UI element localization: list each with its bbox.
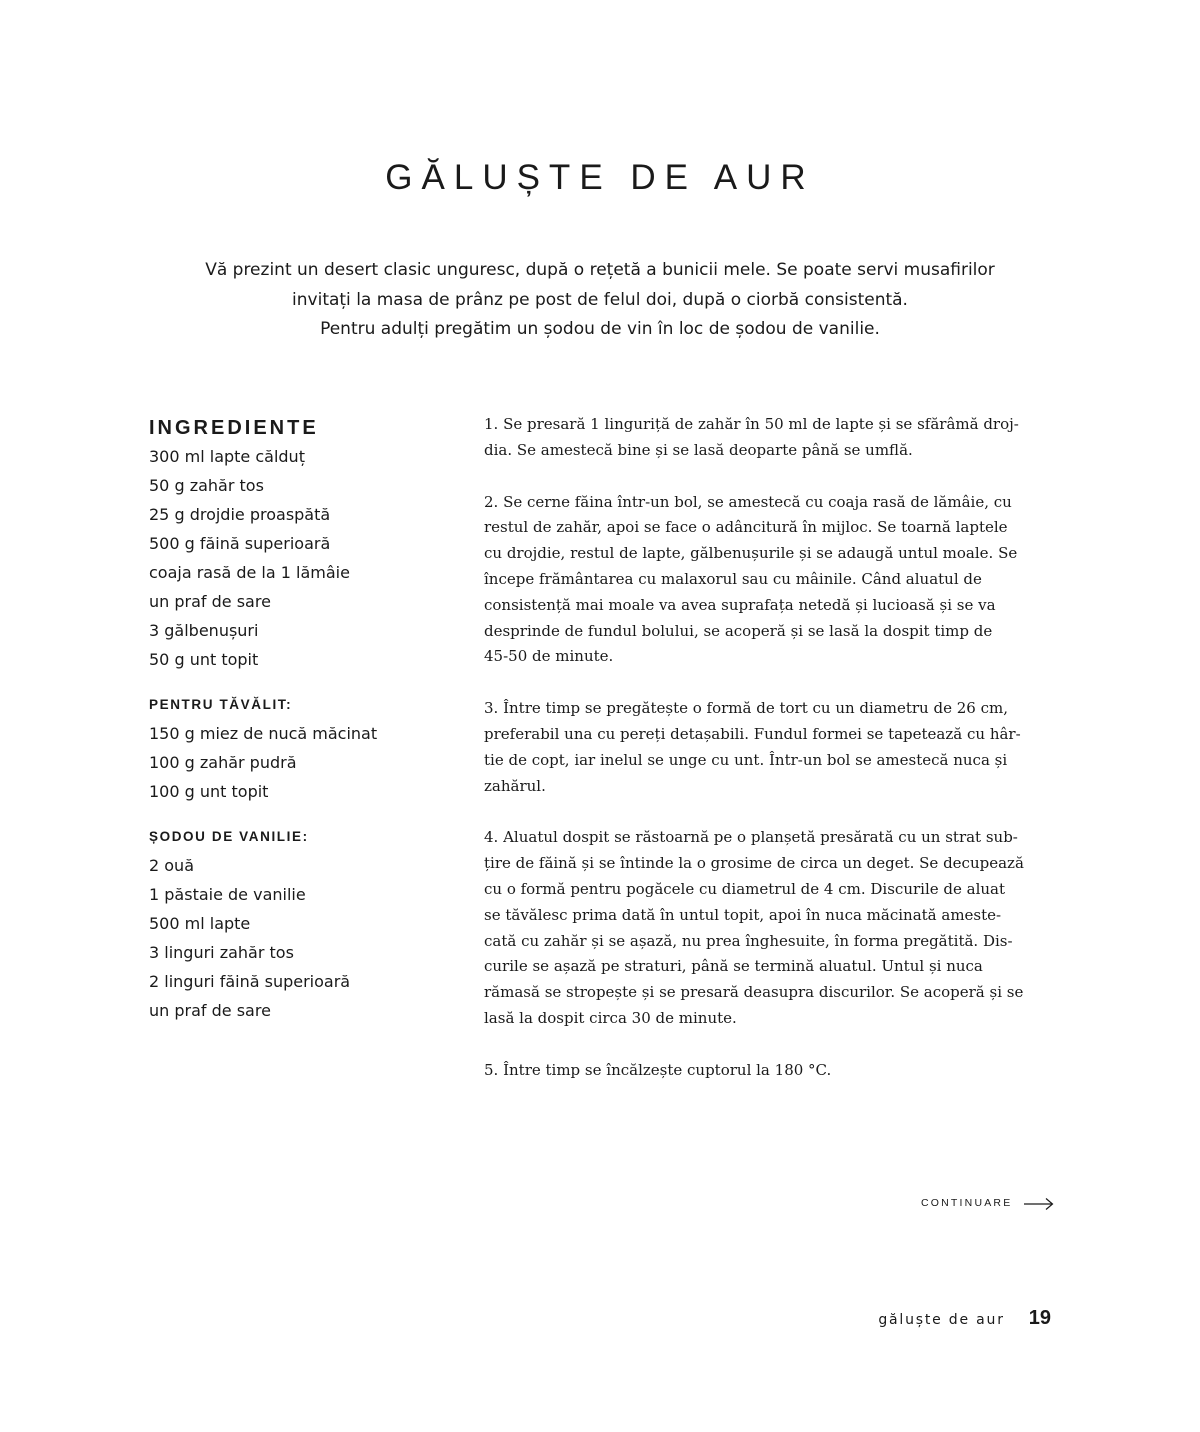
sauce-list (149, 851, 449, 1025)
step-line: curile se așază pe straturi, până se termină aluatul. Untul și nuca (484, 957, 983, 976)
step-line: 4. Aluatul dospit se răstoarnă pe o planșetă presărată cu un strat sub- (484, 828, 1018, 847)
ingredient-item: 50 g zahăr tos (149, 476, 264, 495)
ingredient-item: 1 păstaie de vanilie (149, 885, 306, 904)
step-line: 5. Între timp se încălzește cuptorul la 180 °C. (484, 1060, 832, 1079)
step-line: țire de făină și se întinde la o grosime de circa un deget. Se decupează (484, 854, 1024, 873)
step-line: se tăvălesc prima dată în untul topit, apoi în nuca măcinată ameste- (484, 905, 1002, 924)
step-line: dia. Se amestecă bine și se lasă deoparte până se umflă. (484, 440, 913, 459)
ingredient-item: un praf de sare (149, 1001, 271, 1020)
step-line: 2. Se cerne făina într-un bol, se amestecă cu coaja rasă de lămâie, cu (484, 492, 1012, 511)
page-number: 19 (1028, 1307, 1051, 1329)
ingredient-item: 2 ouă (149, 856, 194, 875)
ingredient-item: 500 ml lapte (149, 914, 251, 933)
ingredient-item: 50 g unt topit (149, 650, 259, 669)
step-line: restul de zahăr, apoi se face o adâncitură în mijloc. Se toarnă laptele (484, 518, 1008, 537)
step-line: desprinde de fundul bolului, se acoperă și se lasă la dospit timp de (484, 621, 993, 640)
coating-heading: PENTRU TĂVĂLIT: (149, 697, 293, 712)
intro-line: Pentru adulți pregătim un șodou de vin în loc de șodou de vanilie. (320, 319, 880, 339)
step-line: cată cu zahăr și se așază, nu prea înghesuite, în forma pregătită. Dis- (484, 931, 1013, 950)
ingredient-item: 150 g miez de nucă măcinat (149, 724, 378, 743)
step-2 (484, 490, 1050, 671)
ingredients-heading: INGREDIENTE (149, 417, 319, 439)
intro-paragraph (100, 256, 1100, 345)
arrow-right-icon (1024, 1196, 1054, 1210)
page-footer (878, 1307, 1051, 1330)
ingredients-list (149, 442, 449, 674)
coating-list (149, 719, 449, 806)
ingredient-item: 300 ml lapte călduț (149, 447, 305, 466)
preparation-steps (484, 412, 1050, 1110)
step-line: preferabil una cu pereți detașabili. Fundul formei se tapetează cu hâr- (484, 724, 1021, 743)
ingredient-item: 3 gălbenușuri (149, 621, 259, 640)
ingredient-item: 25 g drojdie proaspătă (149, 505, 331, 524)
step-line: zahărul. (484, 776, 546, 795)
step-3 (484, 696, 1050, 799)
ingredients-column (149, 414, 449, 1025)
continue-label: CONTINUARE (921, 1197, 1013, 1209)
running-title: găluște de aur (878, 1312, 1005, 1328)
step-line: începe frământarea cu malaxorul sau cu mâinile. Când aluatul de (484, 569, 982, 588)
ingredient-item: 100 g zahăr pudră (149, 753, 297, 772)
step-line: cu o formă pentru pogăcele cu diametrul de 4 cm. Discurile de aluat (484, 879, 1006, 898)
sauce-heading: ȘODOU DE VANILIE: (149, 829, 309, 844)
step-line: lasă la dospit circa 30 de minute. (484, 1008, 737, 1027)
step-line: 45-50 de minute. (484, 647, 614, 666)
step-line: tie de copt, iar inelul se unge cu unt. Într-un bol se amestecă nuca și (484, 750, 1008, 769)
intro-line: invitați la masa de prânz pe post de felul doi, după o ciorbă consistentă. (292, 289, 908, 310)
ingredient-item: 100 g unt topit (149, 782, 269, 801)
step-1 (484, 412, 1050, 464)
step-line: rămasă se stropește și se presară deasupra discurilor. Se acoperă și se (484, 983, 1024, 1002)
ingredient-item: 2 linguri făină superioară (149, 972, 351, 991)
continue-link (921, 1196, 1054, 1210)
ingredient-item: 500 g făină superioară (149, 534, 331, 553)
ingredient-item: un praf de sare (149, 592, 271, 611)
ingredient-item: 3 linguri zahăr tos (149, 943, 294, 962)
intro-line: Vă prezint un desert clasic unguresc, după o rețetă a bunicii mele. Se poate servi musafirilor (205, 260, 995, 280)
step-4 (484, 825, 1050, 1031)
step-line: 1. Se presară 1 linguriță de zahăr în 50 ml de lapte și se sfărâmă droj- (484, 415, 1019, 433)
ingredient-item: coaja rasă de la 1 lămâie (149, 563, 350, 582)
step-line: 3. Între timp se pregătește o formă de tort cu un diametru de 26 cm, (484, 699, 1008, 718)
page-title: GĂLUȘTE DE AUR (385, 158, 815, 197)
step-5 (484, 1058, 1050, 1084)
step-line: consistență mai moale va avea suprafața netedă și lucioasă și se va (484, 595, 996, 614)
step-line: cu drojdie, restul de lapte, gălbenușurile și se adaugă untul moale. Se (484, 544, 1018, 563)
